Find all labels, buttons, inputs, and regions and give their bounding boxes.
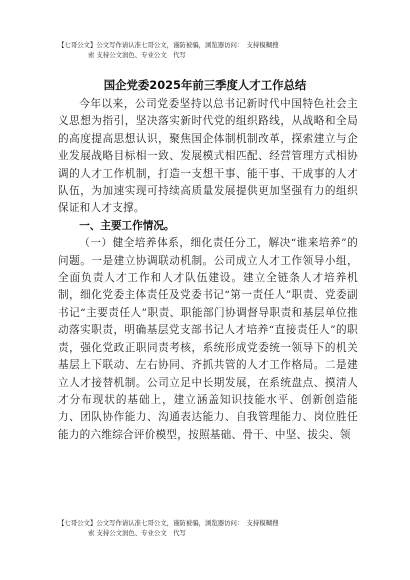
section-1-paragraph: （一）健全培养体系，细化责任分工，解决“谁来培养”的问题。一是建立协调联动机制。公司成立人才工作领导小组，全面负责人才工作和人才队伍建设。建立全链条人才培养机制，细化党委主体责任及党委书记“第一责任人”职责、党委副书记“主要责任人”职责、职能部门协调督导职责和基层单位推动落实职责，明确基层党支部书记人才培养“直接责任人”的职责，强化党政正职同责考核，系统形成党委统一领导下的机关基层上下联动、左右协同、齐抓共管的人才工作格局。二是建立人才接替机制。公司立足中长期发展，在系统盘点、摸清人才分布现状的基础上，建立涵盖知识技能水平、创新创造能力、团队协作能力、沟通表达能力、自我管理能力、岗位胜任能力的六维综合评价模型，按照基础、骨干、中坚、拔尖、领 xyxy=(58,237,358,441)
document-body xyxy=(58,96,358,444)
banner-line-2: 索 支持公文润色、专业公文 代写 xyxy=(88,51,186,59)
banner-line-1: 【七哥公文】公文写作请认准七哥公文，谨防被骗，浏览器访问： 支持模糊搜 xyxy=(58,41,279,49)
document-title: 国企党委2025年前三季度人才工作总结 xyxy=(103,78,307,92)
intro-paragraph: 今年以来，公司党委坚持以总书记新时代中国特色社会主义思想为指引，坚决落实新时代党的组织路线，从战略和全局的高度提高思想认识，聚焦国企体制机制改革，探索建立与企业发展战略目标相一致、发展模式相匹配、经营管理方式相协调的人才工作机制，打造一支想干事、能干事、干成事的人才队伍，为加速实现可持续高质量发展提供更加坚强有力的组织保证和人才支撑。 xyxy=(58,98,358,215)
footer-banner-line-1: 【七哥公文】公文写作请认准七哥公文，谨防被骗，浏览器访问： 支持模糊搜 xyxy=(58,519,279,527)
footer-banner xyxy=(58,518,358,538)
footer-banner-line-2: 索 支持公文润色、专业公文 代写 xyxy=(88,529,186,537)
header-banner xyxy=(58,40,358,60)
section-heading-1: 一、主要工作情况。 xyxy=(79,219,175,232)
